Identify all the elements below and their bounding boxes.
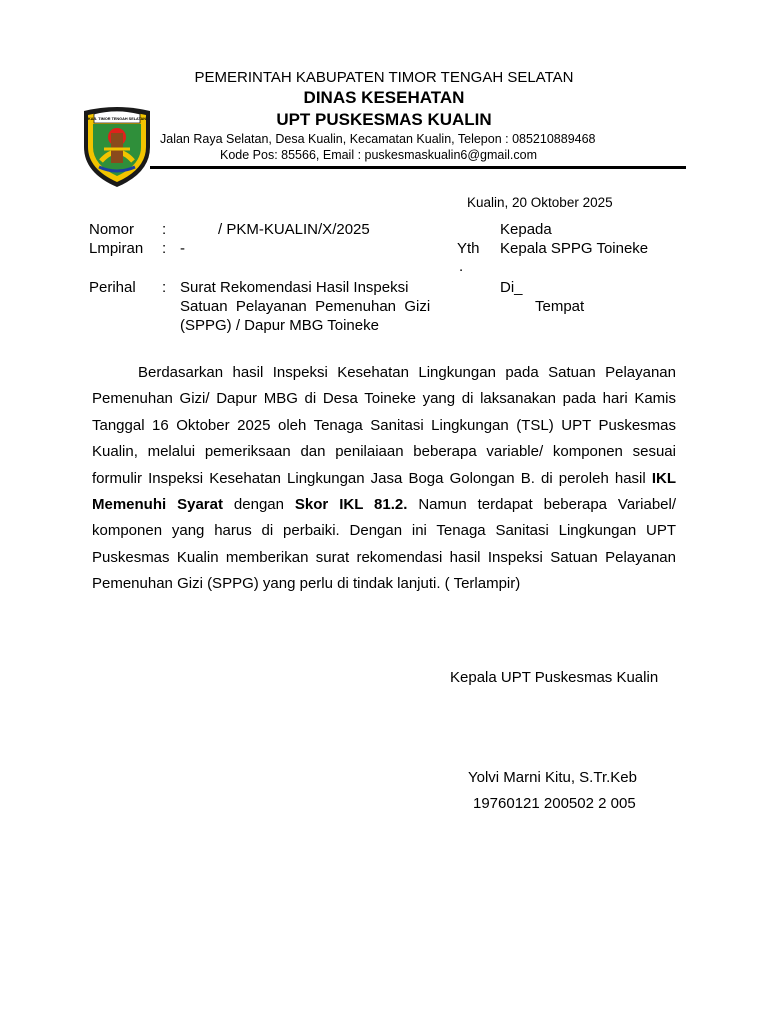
recipient-name: Kepala SPPG Toineke bbox=[500, 240, 649, 257]
body-text-part-2: dengan bbox=[222, 496, 295, 514]
body-text-part-3: Namun terdapat beberapa Variabel/ komponen yang harus di perbaiki. Dengan ini Tenaga Sanitasi Lingkungan UPT Puskesmas Kualin memberikan surat rekomendasi hasil Inspeksi Satuan Pelayanan Pemenuhan Gizi (SPPG) yang perlu di tindak lanjuti. ( Terlampir) bbox=[92, 496, 677, 593]
signature-nip: 19760121 200502 2 005 bbox=[473, 795, 636, 812]
body-bold-result: IKL Memenuhi Syarat bbox=[92, 469, 676, 514]
perihal-line-1: Surat Rekomendasi Hasil Inspeksi bbox=[180, 279, 409, 296]
letterhead-agency: DINAS KESEHATAN bbox=[303, 88, 465, 107]
letterhead-divider bbox=[150, 166, 686, 169]
perihal-line-3: (SPPG) / Dapur MBG Toineke bbox=[180, 317, 379, 334]
lampiran-label: Lmpiran bbox=[89, 240, 144, 257]
signature-title: Kepala UPT Puskesmas Kualin bbox=[450, 669, 659, 686]
recipient-tempat: Tempat bbox=[535, 298, 585, 315]
body-bold-score: Skor IKL 81.2. bbox=[294, 496, 408, 514]
lampiran-colon: : bbox=[162, 240, 167, 257]
emblem-label: KAB. TIMOR TENGAH SELATAN bbox=[87, 117, 147, 122]
letterhead-unit: UPT PUSKESMAS KUALIN bbox=[276, 110, 492, 129]
letterhead-government: PEMERINTAH KABUPATEN TIMOR TENGAH SELATAN bbox=[194, 69, 574, 86]
recipient-yth: Yth bbox=[457, 240, 480, 257]
recipient-kepada: Kepada bbox=[500, 221, 552, 238]
letter-date: Kualin, 20 Oktober 2025 bbox=[467, 195, 613, 210]
perihal-colon: : bbox=[162, 279, 167, 296]
body-paragraph bbox=[92, 360, 676, 598]
letterhead-address: Jalan Raya Selatan, Desa Kualin, Kecamatan Kualin, Telepon : 085210889468 bbox=[160, 132, 596, 146]
recipient-yth-dot: . bbox=[459, 258, 464, 275]
nomor-colon: : bbox=[162, 221, 167, 238]
lampiran-value: - bbox=[180, 240, 185, 257]
letterhead-postal-email: Kode Pos: 85566, Email : puskesmaskualin6@gmail.com bbox=[220, 148, 538, 162]
signature-name: Yolvi Marni Kitu, S.Tr.Keb bbox=[468, 769, 637, 786]
nomor-label: Nomor bbox=[89, 221, 135, 238]
perihal-line-2: Satuan Pelayanan Pemenuhan Gizi bbox=[180, 298, 431, 315]
recipient-di: Di_ bbox=[500, 279, 523, 296]
nomor-value: / PKM-KUALIN/X/2025 bbox=[218, 221, 370, 238]
perihal-label: Perihal bbox=[89, 279, 136, 296]
body-text-part-1: Berdasarkan hasil Inspeksi Kesehatan Lingkungan pada Satuan Pelayanan Pemenuhan Gizi/ Dapur MBG di Desa Toineke yang di laksanakan pada hari Kamis Tanggal 16 Oktober 2025 oleh Tenaga Sanitasi Lingkungan (TSL) UPT Puskesmas Kualin, melalui pemeriksaan dan penilaiaan beberapa variable/ komponen sesuai formulir Inspeksi Kesehatan Lingkungan Jasa Boga Golongan B. di peroleh hasil bbox=[92, 364, 676, 487]
